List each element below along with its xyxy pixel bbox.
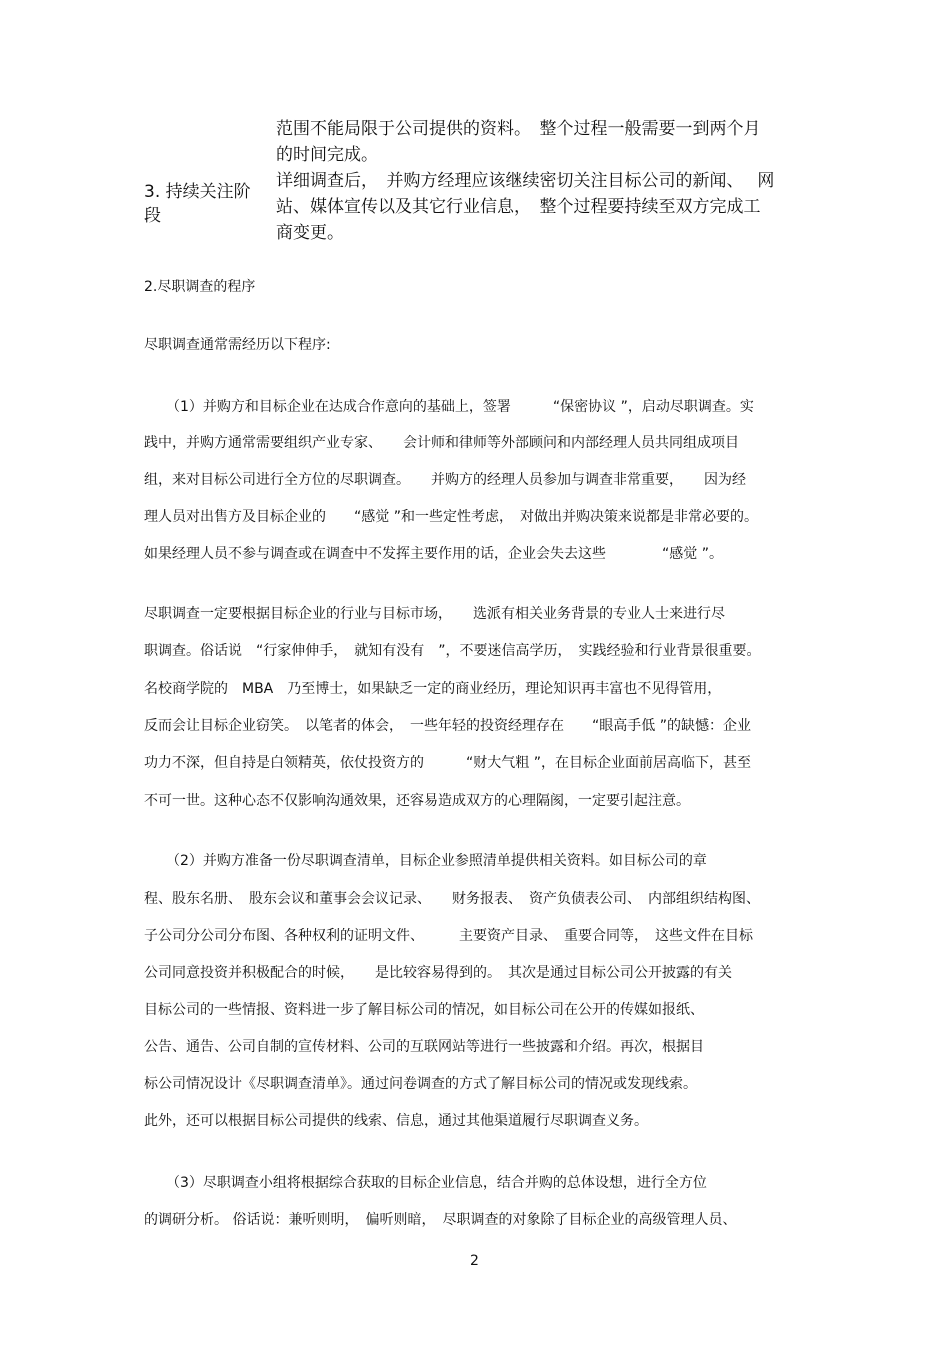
para1-line-1: （1）并购方和目标企业在达成合作意向的基础上，签署 “保密协议 ”，启动尽职调查。实 bbox=[166, 399, 754, 415]
page-number: 2 bbox=[470, 1253, 479, 1269]
para1-line-3: 组，来对目标公司进行全方位的尽职调查。 并购方的经理人员参加与调查非常重要， 因为经 bbox=[144, 472, 746, 488]
para4-line-1: （3）尽职调查小组将根据综合获取的目标企业信息，结合并购的总体设想，进行全方位 bbox=[166, 1175, 707, 1191]
stage3-content-line-1: 详细调查后， 并购方经理应该继续密切关注目标公司的新闻、 网 bbox=[276, 171, 775, 191]
para2-line-2: 职调查。俗话说 “行家伸伸手， 就知有没有 ”，不要迷信高学历， 实践经验和行业背景很重要。 bbox=[144, 643, 761, 659]
para1-line-2: 践中，并购方通常需要组织产业专家、 会计师和律师等外部顾问和内部经理人员共同组成项目 bbox=[144, 435, 739, 451]
para2-line-6: 不可一世。这种心态不仅影响沟通效果，还容易造成双方的心理隔阂，一定要引起注意。 bbox=[144, 793, 690, 809]
para3-line-3: 子公司分公司分布图、各种权利的证明文件、 主要资产目录、 重要合同等， 这些文件在目标 bbox=[144, 928, 753, 944]
para3-line-8: 此外，还可以根据目标公司提供的线索、信息，通过其他渠道履行尽职调查义务。 bbox=[144, 1113, 648, 1129]
para3-line-6: 公告、通告、公司自制的宣传材料、公司的互联网站等进行一些披露和介绍。再次，根据目 bbox=[144, 1039, 704, 1055]
stage3-content-line-3: 商变更。 bbox=[276, 223, 344, 243]
para3-line-5: 目标公司的一些情报、资料进一步了解目标公司的情况，如目标公司在公开的传媒如报纸、 bbox=[144, 1002, 704, 1018]
para1-line-4: 理人员对出售方及目标企业的 “感觉 ”和一些定性考虑， 对做出并购决策来说都是非常必要的。 bbox=[144, 509, 758, 525]
para2-line-5: 功力不深，但自持是白领精英，依仗投资方的 “财大气粗 ”，在目标企业面前居高临下，甚至 bbox=[144, 755, 751, 771]
stage3-label-line-1: 3. 持续关注阶 bbox=[144, 182, 251, 202]
para3-line-2: 程、股东名册、 股东会议和董事会会议记录、 财务报表、 资产负债表公司、 内部组织结构图、 bbox=[144, 891, 760, 907]
para3-line-7: 标公司情况设计《尽职调查清单》。通过问卷调查的方式了解目标公司的情况或发现线索。 bbox=[144, 1076, 697, 1092]
table-prev-row-line-1: 范围不能局限于公司提供的资料。 整个过程一般需要一到两个月 bbox=[276, 119, 761, 139]
para2-line-4: 反而会让目标企业窃笑。 以笔者的体会， 一些年轻的投资经理存在 “眼高手低 ”的缺憾：企业 bbox=[144, 718, 751, 734]
stage3-label-line-2: 段 bbox=[144, 206, 161, 226]
section-heading: 2.尽职调查的程序 bbox=[144, 279, 256, 295]
para3-line-4: 公司同意投资并积极配合的时候， 是比较容易得到的。 其次是通过目标公司公开披露的有关 bbox=[144, 965, 732, 981]
para2-line-1: 尽职调查一定要根据目标企业的行业与目标市场， 选派有相关业务背景的专业人士来进行尽 bbox=[144, 606, 725, 622]
intro-text: 尽职调查通常需经历以下程序: bbox=[144, 337, 331, 353]
table-prev-row-line-2: 的时间完成。 bbox=[276, 145, 378, 165]
para2-line-3: 名校商学院的 MBA 乃至博士，如果缺乏一定的商业经历，理论知识再丰富也不见得管用， bbox=[144, 681, 722, 697]
para1-line-5: 如果经理人员不参与调查或在调查中不发挥主要作用的话，企业会失去这些 “感觉 ”。 bbox=[144, 546, 723, 562]
stage3-content-line-2: 站、媒体宣传以及其它行业信息， 整个过程要持续至双方完成工 bbox=[276, 197, 761, 217]
para4-line-2: 的调研分析。 俗话说：兼听则明， 偏听则暗， 尽职调查的对象除了目标企业的高级管理人员、 bbox=[144, 1212, 737, 1228]
para3-line-1: （2）并购方准备一份尽职调查清单，目标企业参照清单提供相关资料。如目标公司的章 bbox=[166, 853, 707, 869]
